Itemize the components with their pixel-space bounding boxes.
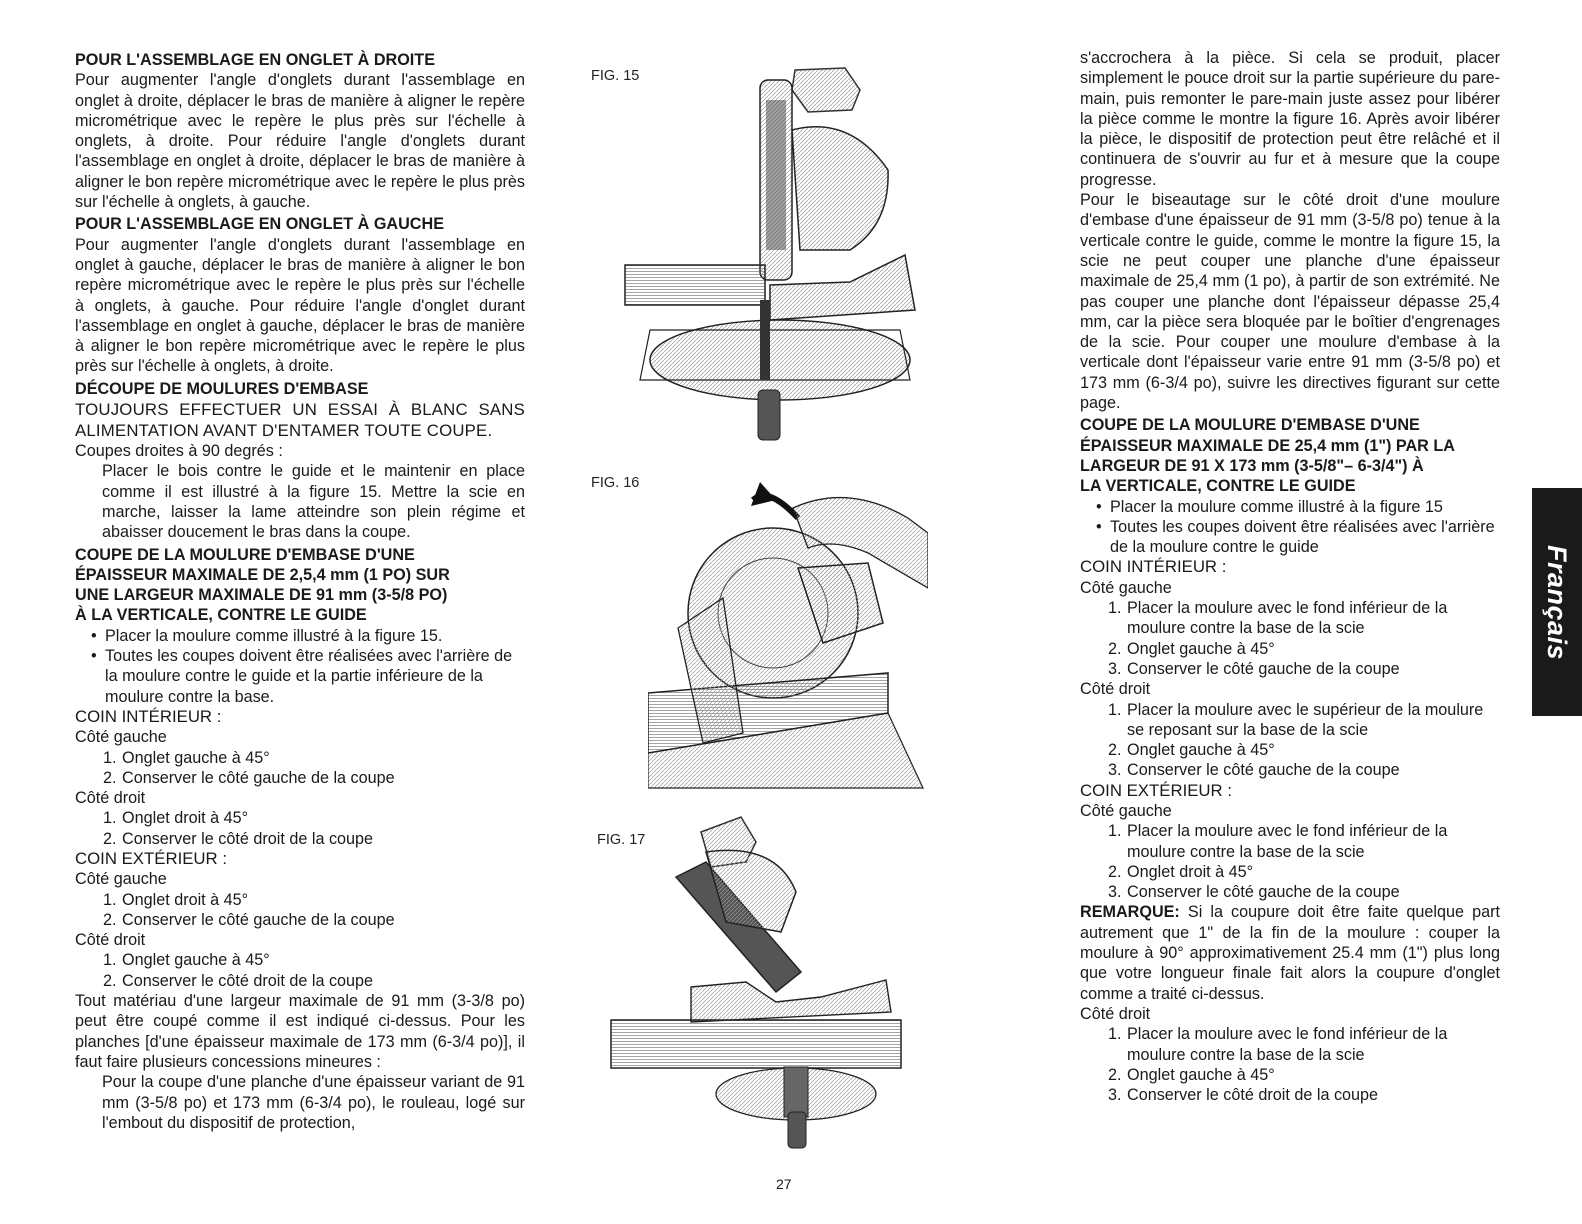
figure-16-guard-illustration — [648, 478, 928, 793]
figure-15-saw-illustration — [620, 60, 920, 445]
numbered-step — [1080, 639, 1500, 659]
step-text: Conserver le côté droit de la coupe — [122, 829, 374, 848]
bullet-item: • Toutes les coupes doivent être réalisées avec l'arrière de la moulure contre le guide — [1080, 517, 1500, 558]
step-text: Conserver le côté gauche de la coupe — [1127, 659, 1400, 678]
right-side-label: Côté droit — [75, 931, 146, 950]
step-number: 1. — [103, 809, 117, 828]
right-side-label: Côté droit — [75, 789, 146, 808]
page-number: 27 — [776, 1176, 792, 1192]
paragraph-wide-material: Tout matériau d'une largeur maximale de 91 mm (3-3/8 po) peut être coupé comme il est indiqué ci-dessus. Pour les planches [d'une épaisseur maximale de 173 mm (6-3/4 po)], il faut faire plusieurs concessions mineures : — [75, 992, 525, 1071]
note-label: REMARQUE: — [1080, 903, 1180, 922]
step-number: 1. — [1108, 1025, 1122, 1044]
numbered-step — [1080, 821, 1500, 862]
step-text: Onglet gauche à 45° — [122, 748, 270, 767]
note-text: Si la coupure doit être faite quelque part autrement que 1" de la fin de la moulure : couper la moulure à 90° approximativement 25.4 mm (1") plus long que votre longueur finale fait alors la coupure d'onglet comme a traité ci-dessus. — [1080, 903, 1500, 1003]
step-number: 2. — [103, 768, 117, 787]
step-text: Onglet gauche à 45° — [1127, 741, 1275, 760]
step-number: 2. — [1108, 1065, 1122, 1084]
step-number: 1. — [103, 890, 117, 909]
right-side-label: Côté droit — [1080, 1004, 1151, 1023]
step-text: Onglet droit à 45° — [122, 890, 249, 909]
numbered-step — [1080, 598, 1500, 639]
step-number: 3. — [1108, 883, 1122, 902]
step-text: Conserver le côté gauche de la coupe — [1127, 761, 1400, 780]
language-tab — [1532, 488, 1582, 716]
bullet-item: • Placer la moulure comme illustré à la figure 15. — [75, 626, 525, 646]
numbered-step — [1080, 1024, 1500, 1065]
straight-cuts-label: Coupes droites à 90 degrés : — [75, 442, 283, 461]
paragraph-bevel-limits: Pour le biseautage sur le côté droit d'une moulure d'embase d'une épaisseur de 91 mm (3-5/8 po) tenue à la verticale contre le guide, comme le montre la figure 15, la scie ne peut couper une planche d'une épaisseur maximale de 25,4 mm (1 po), à partir de son extrémité. Ne pas couper une planche dont l'épaisseur dépasse 25,4 mm, car la pièce sera bloquée par le boîtier d'engrenages de la scie. Pour couper une moulure d'embase à la verticale dont l'épaisseur varie entre 91 mm (3-5/8 po) et 173 mm (6-3/4 po), suivre les directives figurant sur cette page. — [1080, 191, 1500, 413]
step-number: 2. — [1108, 862, 1122, 881]
figure-17-bevel-illustration — [606, 812, 906, 1157]
step-text: Conserver le côté droit de la coupe — [122, 971, 374, 990]
step-text: Placer la moulure avec le fond inférieur de la moulure contre la base de la scie — [1127, 1025, 1448, 1064]
right-side-label: Côté droit — [1080, 680, 1151, 699]
bullet-item: • Toutes les coupes doivent être réalisées avec l'arrière de la moulure contre le guide et la partie inférieure de la moulure contre la base. — [75, 646, 525, 707]
numbered-step — [75, 910, 525, 930]
numbered-step — [75, 808, 525, 828]
numbered-step — [1080, 1085, 1500, 1105]
right-column — [1080, 48, 1500, 1105]
step-number: 2. — [1108, 741, 1122, 760]
numbered-step — [75, 829, 525, 849]
step-number: 1. — [1108, 599, 1122, 618]
bullet-item: • Placer la moulure comme illustré à la figure 15 — [1080, 497, 1500, 517]
numbered-step — [75, 890, 525, 910]
step-text: Onglet droit à 45° — [122, 809, 249, 828]
step-number: 2. — [103, 971, 117, 990]
numbered-step — [75, 768, 525, 788]
step-text: Onglet droit à 45° — [1127, 862, 1254, 881]
numbered-step — [1080, 882, 1500, 902]
numbered-step — [75, 950, 525, 970]
outside-corner-label: COIN EXTÉRIEUR : — [1080, 780, 1232, 800]
title-line: ÉPAISSEUR MAXIMALE DE 2,5,4 mm (1 PO) SUR — [75, 565, 450, 584]
step-number: 1. — [103, 748, 117, 767]
step-number: 1. — [1108, 822, 1122, 841]
numbered-step — [1080, 740, 1500, 760]
step-number: 2. — [1108, 639, 1122, 658]
section-title-base-molding: DÉCOUPE DE MOULURES D'EMBASE — [75, 379, 369, 398]
step-text: Placer la moulure avec le supérieur de la moulure se reposant sur la base de la scie — [1127, 700, 1484, 739]
step-text: Conserver le côté gauche de la coupe — [1127, 883, 1400, 902]
step-text: Onglet gauche à 45° — [1127, 639, 1275, 658]
step-text: Conserver le côté droit de la coupe — [1127, 1086, 1379, 1105]
left-side-label: Côté gauche — [1080, 578, 1172, 597]
numbered-step — [1080, 760, 1500, 780]
left-side-label: Côté gauche — [75, 728, 167, 747]
step-text: Conserver le côté gauche de la coupe — [122, 768, 395, 787]
note-paragraph — [1080, 902, 1500, 1003]
figure-15-label: FIG. 15 — [591, 68, 640, 84]
step-number: 2. — [103, 829, 117, 848]
title-line: COUPE DE LA MOULURE D'EMBASE D'UNE — [75, 545, 415, 564]
title-line: LA VERTICALE, CONTRE LE GUIDE — [1080, 477, 1356, 496]
step-number: 1. — [103, 951, 117, 970]
warning-dry-run: TOUJOURS EFFECTUER UN ESSAI À BLANC SANS ALIMENTATION AVANT D'ENTAMER TOUTE COUPE. — [75, 400, 525, 441]
paragraph-miter-right: Pour augmenter l'angle d'onglets durant l'assemblage en onglet à droite, déplacer le bras de manière à aligner le repère micrométrique avec le repère le plus près sur l'échelle à onglets, à droite. Pour réduire l'angle d'onglets durant l'assemblage en onglet à droite, déplacer le bras de manière à aligner le bon repère micrométrique avec le repère le plus près sur l'échelle à onglets, à gauche. — [75, 71, 525, 212]
paragraph-roller-note: Pour la coupe d'une planche d'une épaisseur variant de 91 mm (3-5/8 po) et 173 mm (6-3/4 po), le rouleau, logé sur l'embout du dispositif de protection, — [102, 1073, 525, 1132]
section-title-miter-left: POUR L'ASSEMBLAGE EN ONGLET À GAUCHE — [75, 215, 444, 234]
title-line: COUPE DE LA MOULURE D'EMBASE D'UNE — [1080, 416, 1420, 435]
step-text: Onglet gauche à 45° — [1127, 1065, 1275, 1084]
step-text: Onglet gauche à 45° — [122, 951, 270, 970]
title-line: ÉPAISSEUR MAXIMALE DE 25,4 mm (1") PAR LA — [1080, 436, 1455, 455]
figure-17-label: FIG. 17 — [597, 832, 646, 848]
section-title-molding-vertical — [1080, 415, 1500, 496]
language-tab-label: Français — [1542, 544, 1573, 660]
left-side-label: Côté gauche — [1080, 801, 1172, 820]
figure-16-label: FIG. 16 — [591, 475, 640, 491]
numbered-step — [1080, 862, 1500, 882]
title-line: UNE LARGEUR MAXIMALE DE 91 mm (3-5/8 PO) — [75, 586, 448, 605]
step-text: Placer la moulure avec le fond inférieur de la moulure contre la base de la scie — [1127, 822, 1448, 861]
numbered-step — [75, 748, 525, 768]
step-number: 1. — [1108, 700, 1122, 719]
left-column — [75, 50, 525, 1133]
paragraph-straight-cuts: Placer le bois contre le guide et le maintenir en place comme il est illustré à la figure 15. Mettre la scie en marche, laisser la lame atteindre son plein régime et abaisser doucement le bras dans la coupe. — [102, 462, 525, 542]
outside-corner-label: COIN EXTÉRIEUR : — [75, 848, 227, 868]
numbered-step — [1080, 1065, 1500, 1085]
step-number: 3. — [1108, 659, 1122, 678]
paragraph-guard-continued: s'accrochera à la pièce. Si cela se produit, placer simplement le pouce droit sur la partie supérieure du pare-main, puis remonter le pare-main juste assez pour libérer la pièce comme le montre la figure 16. Après avoir libérer la pièce, le dispositif de protection peut être relâché et il continuera de s'ouvrir au fur et à mesure que la coupe progresse. — [1080, 49, 1500, 189]
numbered-step — [1080, 659, 1500, 679]
step-number: 2. — [103, 910, 117, 929]
title-line: À LA VERTICALE, CONTRE LE GUIDE — [75, 606, 367, 625]
inside-corner-label: COIN INTÉRIEUR : — [75, 706, 222, 726]
step-number: 3. — [1108, 1086, 1122, 1105]
title-line: LARGEUR DE 91 X 173 mm (3-5/8"– 6-3/4") À — [1080, 456, 1424, 475]
step-text: Conserver le côté gauche de la coupe — [122, 910, 395, 929]
section-title-molding-1in — [75, 545, 525, 626]
step-number: 3. — [1108, 761, 1122, 780]
step-text: Placer la moulure avec le fond inférieur de la moulure contre la base de la scie — [1127, 599, 1448, 638]
numbered-step — [75, 971, 525, 991]
numbered-step — [1080, 700, 1500, 741]
section-title-miter-right: POUR L'ASSEMBLAGE EN ONGLET À DROITE — [75, 51, 435, 69]
paragraph-miter-left: Pour augmenter l'angle d'onglets durant l'assemblage en onglet à gauche, déplacer le bras de manière à aligner le bon repère micrométrique avec le repère le plus près sur l'échelle à onglets, à gauche. Pour réduire l'angle d'onglet durant l'assemblage en onglet à gauche, déplacer le bras de manière à aligner le bon repère micrométrique avec le repère le plus près sur l'échelle à onglets, à droite. — [75, 235, 525, 376]
inside-corner-label: COIN INTÉRIEUR : — [1080, 557, 1227, 577]
left-side-label: Côté gauche — [75, 870, 167, 889]
